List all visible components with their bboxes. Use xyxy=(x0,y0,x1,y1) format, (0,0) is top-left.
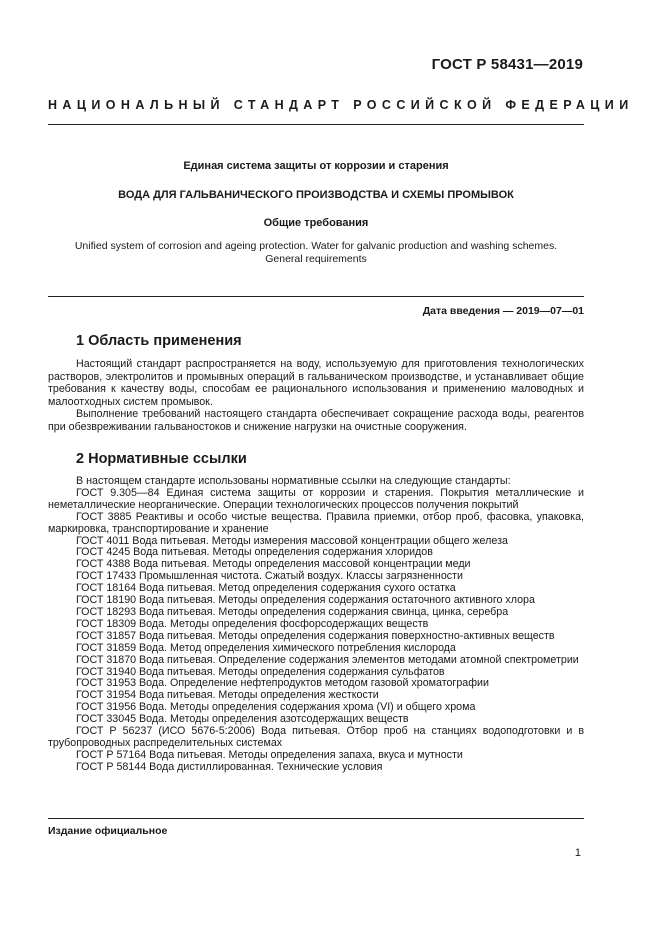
reference-item: ГОСТ 18309 Вода. Методы определения фосфорсодержащих веществ xyxy=(76,617,429,630)
standard-title: ВОДА ДЛЯ ГАЛЬВАНИЧЕСКОГО ПРОИЗВОДСТВА И СХЕМЫ ПРОМЫВОК xyxy=(118,189,514,201)
reference-item: ГОСТ 31956 Вода. Методы определения содержания хрома (VI) и общего хрома xyxy=(76,701,476,714)
section-1-paragraph-2: Выполнение требований настоящего стандарта обеспечивает сокращение расхода воды, реагентов при обезвреживании гальваностоков и снижение нагрузки на очистные сооружения. xyxy=(48,408,584,433)
reference-item: ГОСТ 33045 Вода. Методы определения азотсодержащих веществ xyxy=(76,713,409,726)
reference-item: ГОСТ 4011 Вода питьевая. Методы измерения массовой концентрации общего железа xyxy=(76,534,508,547)
reference-item: ГОСТ 18293 Вода питьевая. Методы определения содержания свинца, цинка, серебра xyxy=(76,605,509,618)
reference-item: ГОСТ Р 57164 Вода питьевая. Методы определения запаха, вкуса и мутности xyxy=(76,748,463,761)
english-title-line-1: Unified system of corrosion and ageing protection. Water for galvanic production and washing schemes. xyxy=(74,240,558,252)
reference-item: ГОСТ 4245 Вода питьевая. Методы определения содержания хлоридов xyxy=(76,546,433,559)
english-title-line-2: General requirements xyxy=(265,253,367,265)
references-lead: В настоящем стандарте использованы нормативные ссылки на следующие стандарты: xyxy=(76,475,511,487)
official-edition-label: Издание официальное xyxy=(48,825,168,837)
document-code: ГОСТ Р 58431—2019 xyxy=(431,56,583,73)
english-title xyxy=(48,240,584,266)
reference-item: ГОСТ 17433 Промышленная чистота. Сжатый воздух. Классы загрязненности xyxy=(76,570,463,583)
reference-item: ГОСТ 3885 Реактивы и особо чистые вещества. Правила приемки, отбор проб, фасовка, упаковка, маркировка, транспортирование и хранение xyxy=(48,510,584,535)
reference-item: ГОСТ Р 58144 Вода дистиллированная. Технические условия xyxy=(76,760,383,773)
introduction-date: Дата введения — 2019—07—01 xyxy=(422,305,584,317)
reference-item: ГОСТ 31870 Вода питьевая. Определение содержания элементов методами атомной спектрометрии xyxy=(76,653,579,666)
page-number: 1 xyxy=(574,847,581,859)
reference-item: ГОСТ 31953 Вода. Определение нефтепродуктов методом газовой хроматографии xyxy=(76,677,489,690)
header-divider xyxy=(48,124,584,125)
reference-item: ГОСТ 9.305—84 Единая система защиты от коррозии и старения. Покрытия металлические и неметаллические неорганические. Операции технологических процессов получения покрытий xyxy=(48,486,584,511)
reference-item: ГОСТ 31954 Вода питьевая. Методы определения жесткости xyxy=(76,689,379,702)
reference-item: ГОСТ 4388 Вода питьевая. Методы определения массовой концентрации меди xyxy=(76,558,471,571)
title-divider xyxy=(48,296,584,297)
reference-item: ГОСТ 31940 Вода питьевая. Методы определения содержания сульфатов xyxy=(76,665,445,678)
reference-item: ГОСТ 18164 Вода питьевая. Метод определения содержания сухого остатка xyxy=(76,582,456,595)
section-1-paragraph-1: Настоящий стандарт распространяется на воду, используемую для приготовления технологических растворов, электролитов и промывных операций в гальваническом производстве, и устанавливает общие требования к качеству воды, способам ее рационального использования и применению маловодных и малоотходных систем промывок. xyxy=(48,358,584,408)
section-2-heading: 2 Нормативные ссылки xyxy=(76,451,247,467)
reference-item: ГОСТ 31859 Вода. Метод определения химического потребления кислорода xyxy=(76,641,456,654)
section-1-heading: 1 Область применения xyxy=(76,333,242,349)
reference-item: ГОСТ 18190 Вода питьевая. Методы определения содержания остаточного активного хлора xyxy=(76,594,535,607)
reference-item: ГОСТ Р 56237 (ИСО 5676-5:2006) Вода питьевая. Отбор проб на станциях водоподготовки и в трубопроводных распределительных системах xyxy=(48,725,584,749)
reference-item: ГОСТ 31857 Вода питьевая. Методы определения содержания поверхностно-активных веществ xyxy=(76,629,555,642)
footer-divider xyxy=(48,818,584,819)
standard-subtitle: Общие требования xyxy=(263,217,369,229)
system-title: Единая система защиты от коррозии и старения xyxy=(183,160,449,172)
national-standard-heading: НАЦИОНАЛЬНЫЙ СТАНДАРТ РОССИЙСКОЙ ФЕДЕРАЦИИ xyxy=(48,98,634,112)
normative-references xyxy=(48,476,584,774)
